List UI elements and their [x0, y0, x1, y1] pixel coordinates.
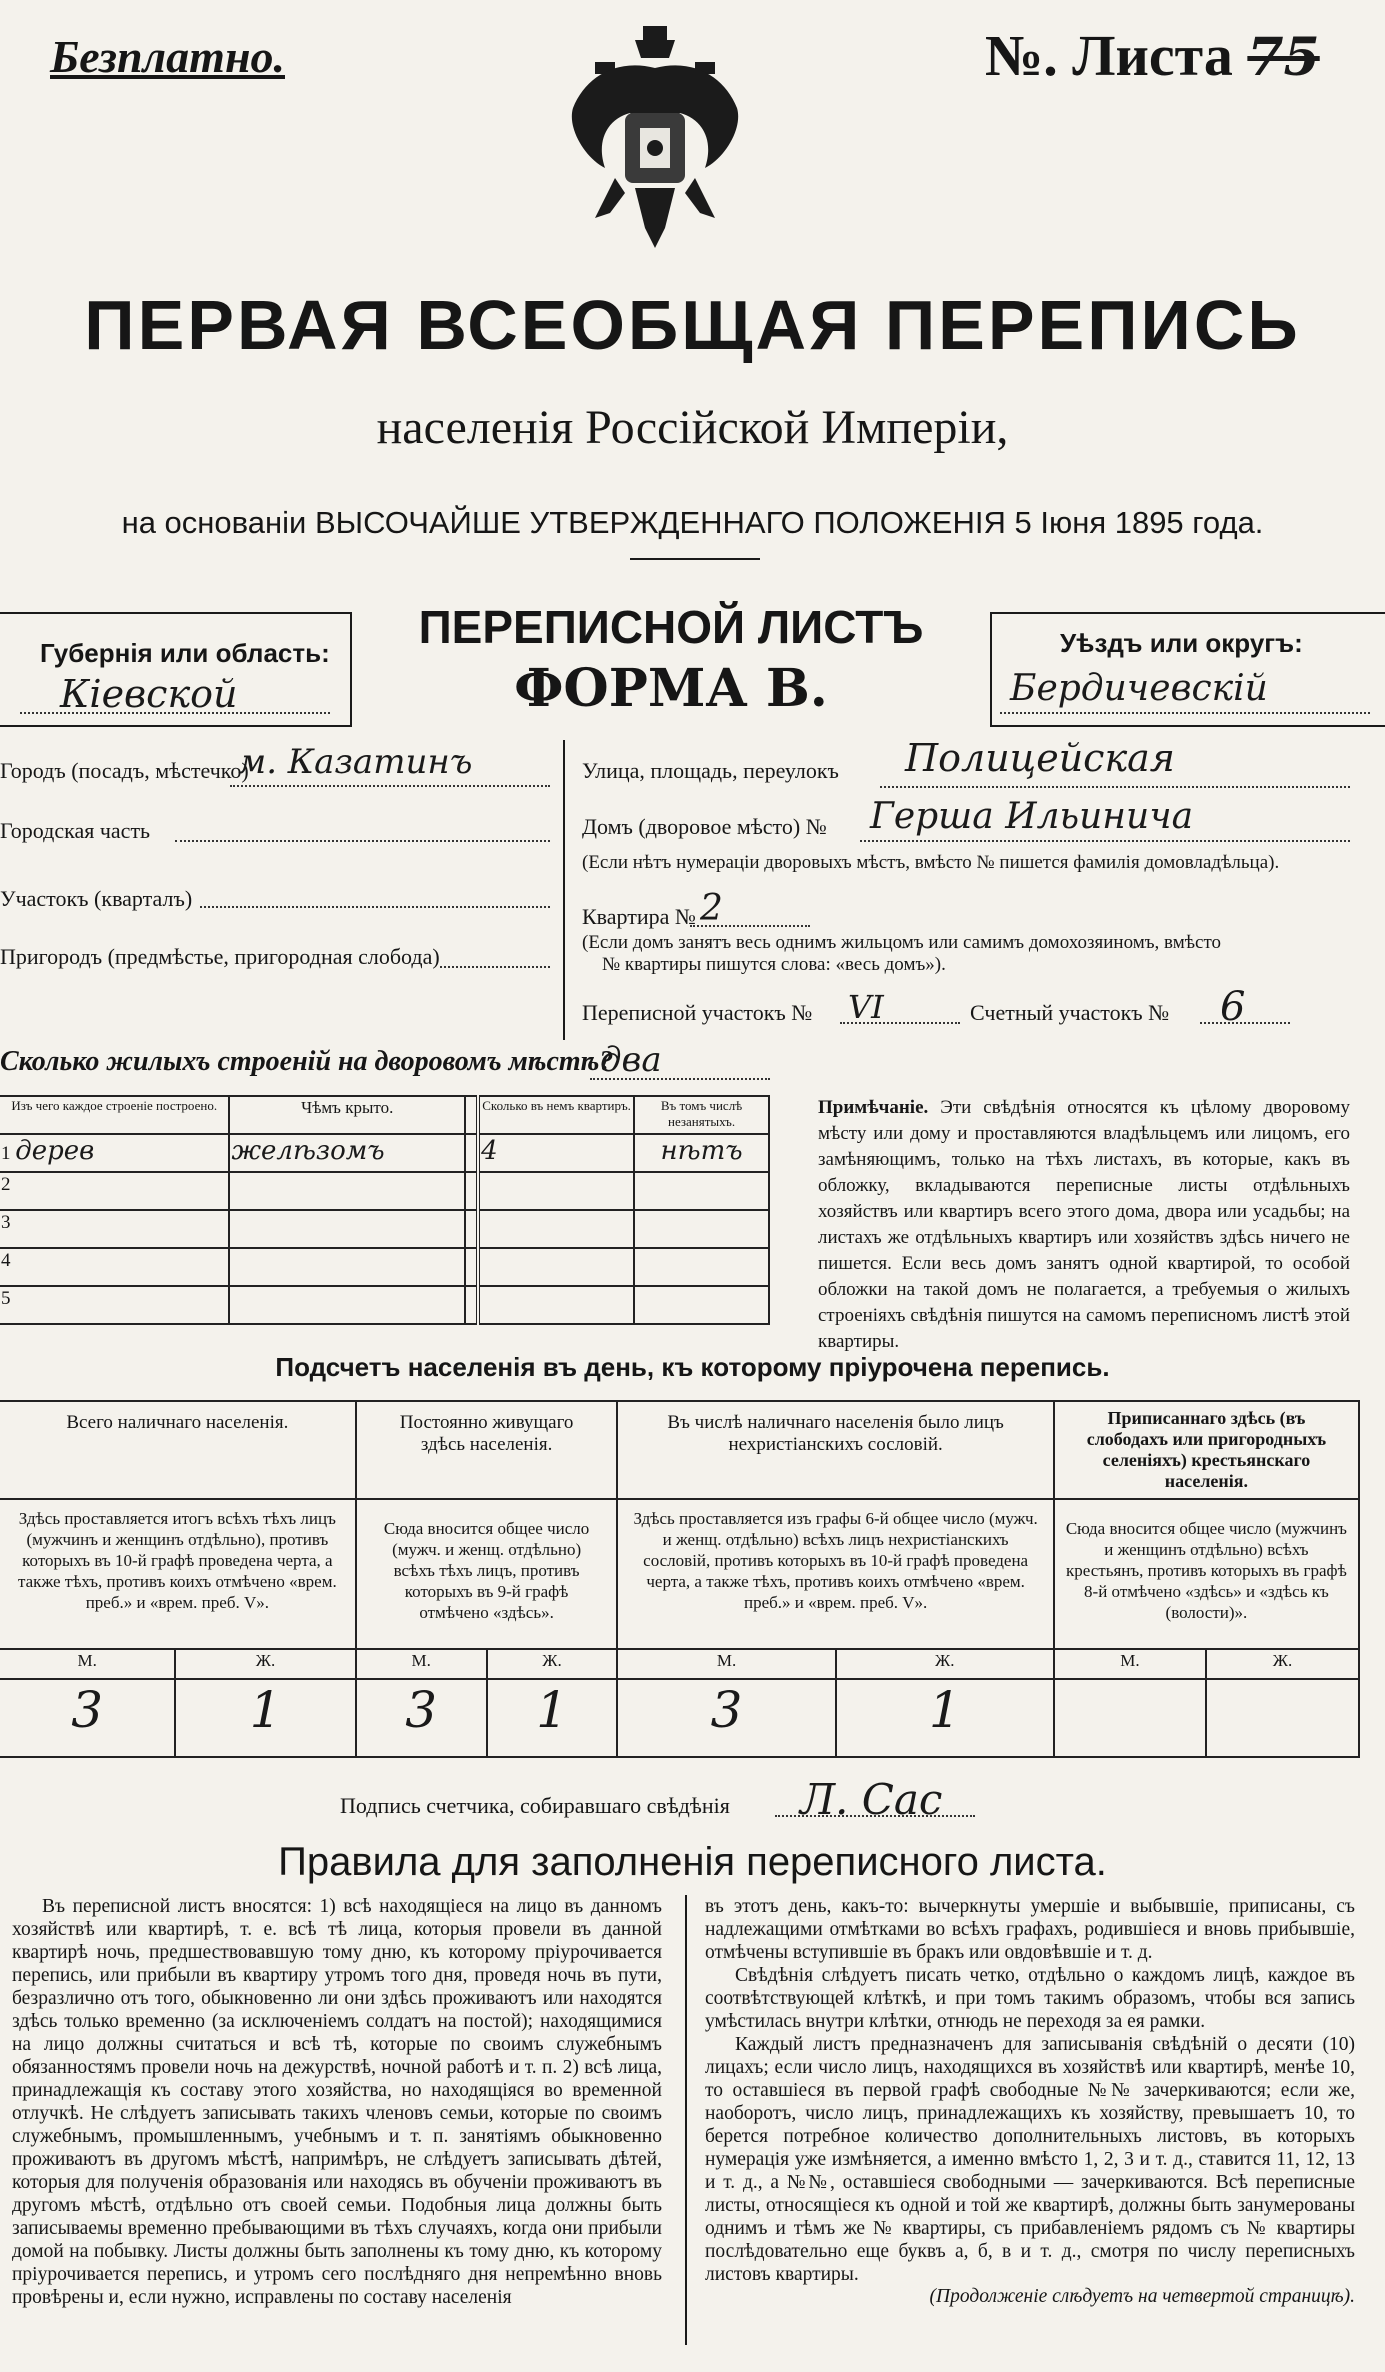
count-col3-f: 1 [836, 1679, 1054, 1757]
imperial-eagle-emblem [555, 18, 755, 258]
subtitle: населенія Россійской Имперіи, [376, 401, 1009, 454]
census-section-value: VI [848, 988, 884, 1026]
note-text: Эти свѣдѣнія относятся къ цѣлому дворовому мѣсту или дому и проставляются владѣльцемъ или лицомъ, его замѣняющимъ, только на тѣхъ листахъ, въ которые, какъ въ обложку, вкладываются переписные листы отдѣльныхъ хозяйствъ или квартиръ всего этого дома, двора или усадьбы; на листахъ же отдѣльныхъ квартиръ или хозяйствъ здѣсь ничего не пишется. Если весь домъ занятъ одной квартирой, то особой обложки на такой домъ не полагается, а требуемыя о жилыхъ строеніяхъ свѣдѣнія пишутся на самомъ переписномъ листѣ этой квартиры. [818, 1097, 1350, 1352]
count-col3-header: Въ числѣ наличнаго населенія было лицъ нехристіанскихъ сословій. [617, 1401, 1053, 1499]
row-material: дерев [15, 1136, 95, 1166]
house-note: (Если нѣтъ нумераціи дворовыхъ мѣстъ, вмѣсто № пишется фамилія домовладѣльца). [582, 852, 1280, 873]
census-section-label: Переписной участокъ № [582, 1000, 813, 1025]
apartment-note-2: № квартиры пишутся слова: «весь домъ»). [602, 954, 946, 975]
street-value: Полицейская [905, 736, 1175, 780]
district-label: Уѣздъ или округъ: [1060, 628, 1303, 658]
rules-title: Правила для заполненія переписного листа. [278, 1840, 1107, 1884]
count-col4-m [1054, 1679, 1206, 1757]
table-row: 3 [0, 1210, 769, 1248]
table-row: 2 [0, 1172, 769, 1210]
count-col4-desc: Сюда вносится общее число (мужчинъ и женщинъ отдѣльно) всѣхъ крестьянъ, противъ которыхъ въ графѣ 8-й отмѣчено «здѣсь» и «здѣсь къ (волости)». [1054, 1499, 1359, 1649]
row-apartments: 4 [478, 1134, 634, 1172]
buildings-note [818, 1095, 1350, 1355]
province-label: Губернія или область: [40, 638, 330, 668]
suburb-label: Пригородъ (предмѣстье, пригородная слобода) [0, 944, 440, 969]
buildings-answer: два [600, 1040, 662, 1080]
rules-continued: (Продолженіе слѣдуетъ на четвертой страницѣ). [929, 2286, 1355, 2307]
town-value: м. Казатинъ [238, 742, 473, 782]
count-col1-f: 1 [175, 1679, 355, 1757]
count-col4-header: Приписаннаго здѣсь (въ слободахъ или пригородныхъ селеніяхъ) крестьянскаго населенія. [1054, 1401, 1359, 1499]
counter-signature: Л. Сас [800, 1775, 943, 1824]
row-roof: желѣзомъ [229, 1134, 465, 1172]
rules-left: Въ переписной листъ вносятся: 1) всѣ находящіеся на лицо въ данномъ хозяйствѣ или квартирѣ, т. е. всѣ тѣ лица, которыя провели въ данной квартирѣ ночь, предшествовавшую тому дню, къ которому пріурочивается перепись, или прибыли въ квартиру утромъ того дня, проведя ночь въ пути, безразлично отъ того, обыкновенно ли они здѣсь проживаютъ или находятся здѣсь только временно (за исключеніемъ солдатъ на постой); находящимися на лицо должны считаться и всѣ тѣ, которые по своимъ служебнымъ обязанностямъ провели ночь на дежурствѣ, ночной работѣ и т. п. 2) всѣ лица, принадлежащія къ составу этого хозяйства, но находящіяся во временной отлучкѣ. Не слѣдуетъ записывать такихъ членовъ семьи, которые по своимъ служебнымъ, промышленнымъ, учебнымъ и т. п. занятіямъ обыкновенно проживаютъ въ другомъ мѣстѣ, напримѣръ, не слѣдуетъ записывать дѣтей, которыя для полученія образованія или находясь въ обученіи проживаютъ въ другомъ мѣстѣ, отдѣльно отъ своей семьи. Подобныя лица должны быть записываемы временно пребывающими въ тѣхъ случаяхъ, когда они прибыли домой на побывку. Листы должны быть заполнены къ тому дню, къ которому пріурочивается перепись, и утромъ сего послѣдняго дня непремѣнно вновь провѣрены и, если нужно, исправлены по составу населенія [12, 1896, 662, 2308]
province-value: Кіевской [60, 672, 238, 716]
count-col3-m: 3 [617, 1679, 835, 1757]
table-row: 1 дерев желѣзомъ 4 нѣтъ [0, 1134, 769, 1172]
note-label: Примѣчаніе. [818, 1097, 929, 1118]
sheet-label: №. Листа [985, 23, 1233, 88]
rules-right-1: въ этотъ день, какъ-то: вычеркнуты умершіе и выбывшіе, приписаны, съ надлежащими отмѣтками во всѣхъ графахъ, родившіеся и вновь прибывшіе, отмѣчены вступившіе въ бракъ или овдовѣвшіе и т. д. [705, 1896, 1355, 1963]
rules-right-2: Свѣдѣнія слѣдуетъ писать четко, отдѣльно о каждомъ лицѣ, каждое въ соотвѣтствующей клѣткѣ, и при томъ такимъ образомъ, чтобы вся запись умѣстилась внутри клѣтки, отнюдь не переходя за ея рамки. [705, 1965, 1355, 2032]
count-col1-header: Всего наличнаго населенія. [0, 1401, 356, 1499]
town-part-label: Городская часть [0, 818, 151, 843]
street-label: Улица, площадь, переулокъ [582, 758, 839, 783]
apartment-label: Квартира № [582, 904, 696, 929]
count-col2-f: 1 [487, 1679, 618, 1757]
count-table: Всего наличнаго населенія. Постоянно живущаго здѣсь населенія. Въ числѣ наличнаго населенія было лицъ нехристіанскихъ сословій. Приписаннаго здѣсь (въ слободахъ или пригородныхъ селеніяхъ) крестьянскаго населенія. Здѣсь проставляется итогъ всѣхъ тѣхъ лицъ (мужчинъ и женщинъ отдѣльно), противъ которыхъ въ 10-й графѣ проведена черта, а также тѣхъ, противъ коихъ отмѣчено «врем. преб.» и «врем. преб. V». Сюда вносится общее число (мужч. и женщ. отдѣльно) всѣхъ тѣхъ лицъ, противъ которыхъ въ 9-й графѣ отмѣчено «здѣсь». Здѣсь проставляется изъ графы 6-й общее число (мужч. и женщ. отдѣльно) всѣхъ лицъ нехристіанскихъ сословій, противъ которыхъ въ 10-й графѣ проведена черта, а также тѣхъ, противъ коихъ отмѣчено «врем. преб.» и «врем. преб. V». Сюда вносится общее число (мужчинъ и женщинъ отдѣльно) всѣхъ крестьянъ, противъ которыхъ въ графѣ 8-й отмѣчено «здѣсь» и «здѣсь къ (волости)». М. Ж. М. Ж. М. Ж. М. Ж. 3 1 3 1 3 1 [0, 1400, 1360, 1758]
count-col1-m: 3 [0, 1679, 175, 1757]
buildings-header-vacant: Въ томъ числѣ незанятыхъ. [634, 1096, 769, 1134]
town-label: Городъ (посадъ, мѣстечко) [0, 758, 249, 783]
table-row: 4 [0, 1248, 769, 1286]
buildings-header-apartments: Сколько въ немъ квартиръ. [478, 1096, 634, 1134]
form-title: ФОРМА В. [514, 658, 828, 719]
count-col1-desc: Здѣсь проставляется итогъ всѣхъ тѣхъ лицъ (мужчинъ и женщинъ отдѣльно), противъ которыхъ въ 10-й графѣ проведена черта, а также тѣхъ, противъ коихъ отмѣчено «врем. преб.» и «врем. преб. V». [0, 1499, 356, 1649]
count-col2-desc: Сюда вносится общее число (мужч. и женщ. отдѣльно) всѣхъ тѣхъ лицъ, противъ которыхъ въ 9-й графѣ отмѣчено «здѣсь». [356, 1499, 618, 1649]
row-vacant: нѣтъ [634, 1134, 769, 1172]
sheet-number: 75 [1247, 27, 1320, 88]
buildings-table [0, 1095, 770, 1325]
apartment-value: 2 [700, 888, 723, 929]
sheet-number-label [985, 22, 1320, 89]
counting-section-label: Счетный участокъ № [970, 1000, 1170, 1025]
house-label: Домъ (дворовое мѣсто) № [582, 814, 827, 839]
count-col4-f [1206, 1679, 1359, 1757]
buildings-header-roof: Чѣмъ крыто. [229, 1096, 465, 1134]
rules-right-3: Каждый листъ предназначенъ для записыванія свѣдѣній о десяти (10) лицахъ; если число лицъ, находящихся въ хозяйствѣ или квартирѣ, менѣе 10, то оставшіеся въ первой графѣ свободные №№ зачеркиваются; если же, наоборотъ, число лицъ, принадлежащихъ къ хозяйству, превышаетъ 10, то берется потребное количество дополнительныхъ листовъ, въ которыхъ нумерація уже измѣняется, а именно вмѣсто 1, 2, 3 и т. д., ставится 11, 12, 13 и т. д., а №№, оставшіеся свободными — зачеркиваются. Всѣ переписные листы, относящіеся къ одной и той же квартирѣ, должны быть занумерованы однимъ и тѣмъ же № квартиры, съ прибавленіемъ рядомъ съ № квартиры послѣдовательно еще буквъ а, б, в и т. д., смотря по числу переписныхъ листовъ квартиры. [705, 2034, 1355, 2285]
apartment-note-1: (Если домъ занятъ весь однимъ жильцомъ или самимъ домохозяиномъ, вмѣсто [582, 932, 1222, 953]
count-col3-desc: Здѣсь проставляется изъ графы 6-й общее число (мужч. и женщ. отдѣльно) всѣхъ лицъ нехристіанскихъ сословій, противъ которыхъ въ 10-й графѣ проведена черта, а также тѣхъ, противъ коихъ отмѣчено «врем. преб.» и «врем. преб. V». [617, 1499, 1053, 1649]
house-value: Герша Ильинича [870, 796, 1194, 837]
section-label: Участокъ (кварталъ) [0, 886, 193, 911]
sheet-title: ПЕРЕПИСНОЙ ЛИСТЪ [418, 601, 924, 653]
count-title: Подсчетъ населенія въ день, къ которому пріурочена перепись. [275, 1352, 1110, 1382]
divider [630, 558, 760, 560]
free-label: Безплатно. [50, 31, 285, 82]
main-title: ПЕРВАЯ ВСЕОБЩАЯ ПЕРЕПИСЬ [84, 286, 1301, 364]
basis-line: на основаніи ВЫСОЧАЙШЕ УТВЕРЖДЕННАГО ПОЛОЖЕНІЯ 5 Іюня 1895 года. [121, 505, 1264, 540]
counting-section-value: 6 [1220, 984, 1246, 1030]
table-row: 5 [0, 1286, 769, 1324]
buildings-header-material: Изъ чего каждое строеніе построено. [0, 1096, 229, 1134]
signature-label: Подпись счетчика, собиравшаго свѣдѣнія [340, 1793, 730, 1818]
count-col2-m: 3 [356, 1679, 487, 1757]
buildings-question: Сколько жилыхъ строеній на дворовомъ мѣстѣ? [0, 1046, 614, 1077]
count-col2-header: Постоянно живущаго здѣсь населенія. [356, 1401, 618, 1499]
district-value: Бердичевскій [1010, 668, 1268, 709]
